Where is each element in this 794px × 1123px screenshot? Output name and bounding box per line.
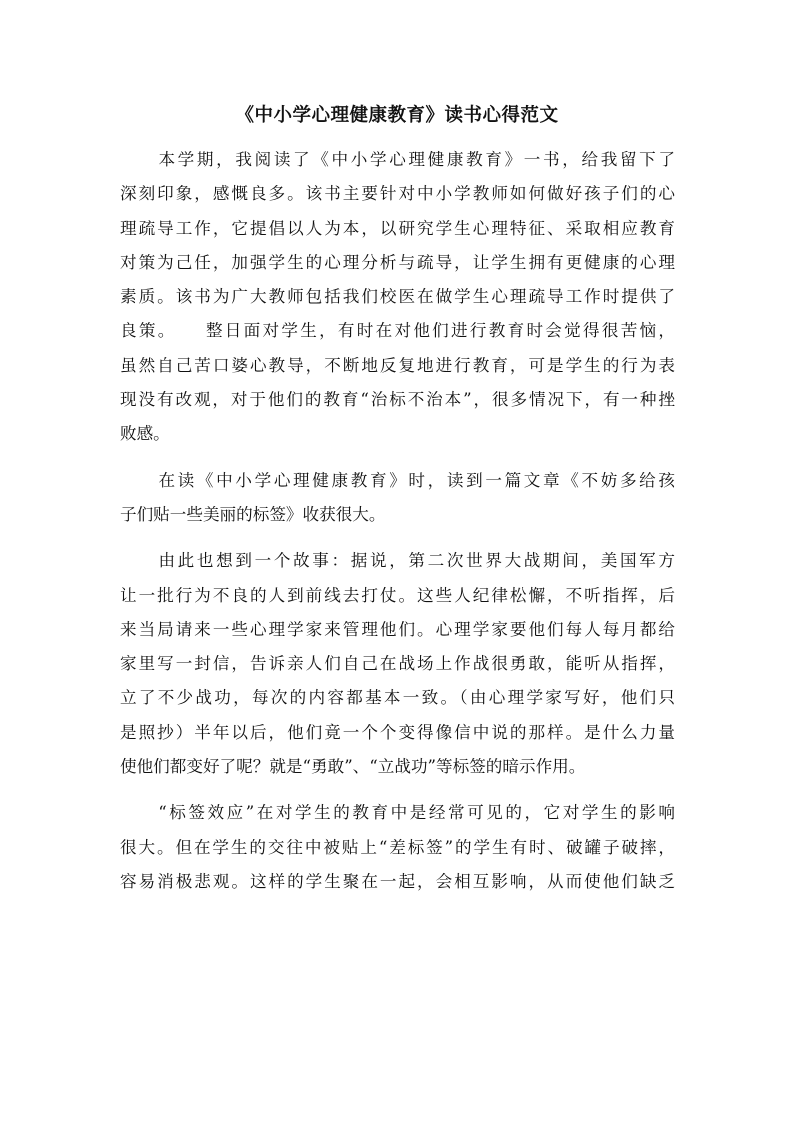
- text-line: 深刻印象，感慨良多。该书主要针对中小学教师如何做好孩子们的心: [120, 184, 675, 204]
- paragraph-1: [120, 143, 675, 452]
- paragraph-spacer: [120, 532, 675, 544]
- text-line: 素质。该书为广大教师包括我们校医在做学生心理疏导工作时提供了: [120, 287, 675, 307]
- text-line: 理疏导工作，它提倡以人为本，以研究学生心理特征、采取相应教育: [120, 218, 675, 238]
- text-line: “标签效应”在对学生的教育中是经常可见的，它对学生的影响: [120, 803, 675, 823]
- document-body: [120, 143, 675, 899]
- text-line: 对策为己任，加强学生的心理分析与疏导，让学生拥有更健康的心理: [120, 252, 675, 272]
- text-line: 是照抄）半年以后，他们竟一个个变得像信中说的那样。是什么力量: [120, 722, 675, 742]
- text-line: 在读《中小学心理健康教育》时，读到一篇文章《不妨多给孩: [120, 470, 675, 490]
- text-line: 家里写一封信，告诉亲人们自己在战场上作战很勇敢，能听从指挥，: [120, 654, 675, 674]
- text-line: 败感。: [120, 424, 170, 444]
- document-title: 《中小学心理健康教育》读书心得范文: [235, 105, 559, 126]
- text-line: 子们贴一些美丽的标签》收获很大。: [120, 504, 386, 524]
- text-line: 很大。但在学生的交往中被贴上“差标签”的学生有时、破罐子破摔，: [120, 837, 675, 857]
- paragraph-4: [120, 796, 675, 899]
- text-line: 使他们都变好了呢？就是“勇敢”、“立战功”等标签的暗示作用。: [120, 757, 586, 777]
- text-line: 容易消极悲观。这样的学生聚在一起，会相互影响，从而使他们缺乏: [120, 871, 675, 891]
- text-line: 来当局请来一些心理学家来管理他们。心理学家要他们每人每月都给: [120, 619, 675, 639]
- text-line: 虽然自己苦口婆心教导，不断地反复地进行教育，可是学生的行为表: [120, 355, 675, 375]
- text-line: 由此也想到一个故事：据说，第二次世界大战期间，美国军方: [120, 551, 675, 571]
- text-line: 良策。 整日面对学生，有时在对他们进行教育时会觉得很苦恼，: [120, 321, 675, 341]
- paragraph-3: [120, 544, 675, 784]
- paragraph-2: [120, 464, 675, 533]
- text-line: 现没有改观，对于他们的教育“治标不治本”，很多情况下，有一种挫: [120, 390, 675, 410]
- paragraph-spacer: [120, 784, 675, 796]
- text-line: 本学期，我阅读了《中小学心理健康教育》一书，给我留下了: [120, 150, 675, 169]
- paragraph-spacer: [120, 452, 675, 464]
- text-line: 立了不少战功，每次的内容都基本一致。（由心理学家写好，他们只: [120, 688, 675, 708]
- text-line: 让一批行为不良的人到前线去打仗。这些人纪律松懈，不听指挥，后: [120, 585, 675, 605]
